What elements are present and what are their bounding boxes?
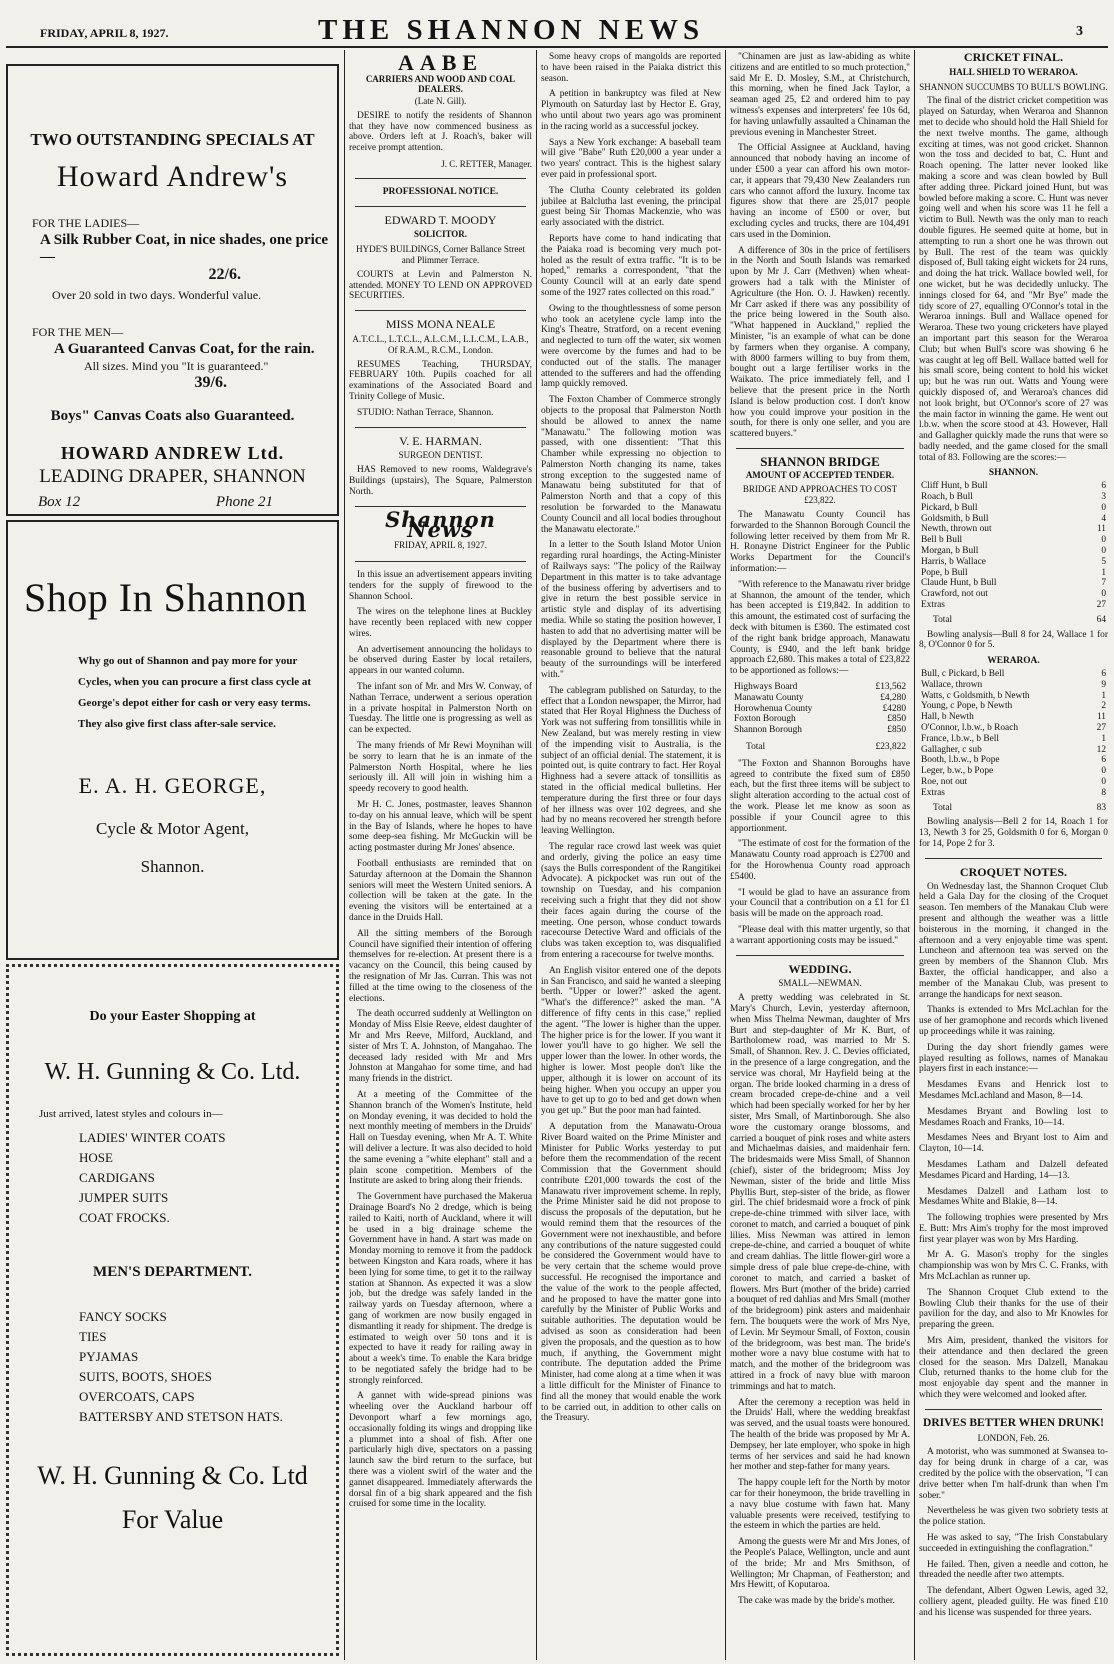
list-item: COAT FROCKS. (79, 1210, 170, 1225)
bridge-paragraph: "Please deal with this matter urgently, so that a warrant apportioning costs may be issued." (730, 924, 910, 946)
news-paragraph: A gannet with wide-spread pinions was wheeling over the Auckland harbour off Devonport wharf a few mornings ago, occasionally folding its wings and dropping like a plummet into a shoal of fish. After one particularly high dive, spectators on a passing launch saw the bird return to the surface, but there was a violent swirl of the water and the gannet disappeared. Immediately afterwards the dorsal fin of a big shark appeared and the fish cruised for some time in the locality. (349, 1391, 532, 1510)
cricket-report: The final of the district cricket competition was played on Saturday, when Weraroa and Shannon met to decide who should hold the Hall Shield for the next twelve months. The game, although exciting at times, was not good cricket. Shannon won the toss and decided to bat, C. Hunt and Roach opening. The latter never looked like making a score and was clean bowled by Bull after adding three. Pickard joined Hunt, but was bowled before making a score. C. Hunt was never going well and when his score was 11 he fell a victim to Bull. Newth was the only man to reach double figures. He seemed quite at home, but in attempting to run a short one he was thrown out by Bull. The rest of the team was quickly disposed of, Bull taking eight wickets for 24 runs, and doing the hat trick. Wallace bowled well, for one wicket, but he was decidedly unlucky. The innings closed for 64, and "Mr Bye" made the tidy score of 27, equalling O'Connor's total in the Weraroa innings. Bull and Wallace opened for Weraroa. These two young cricketers have played an important part this season for the Weraroa Club; but when Bull's score was showing 6 he was caught at leg off Bell. Wallace batted well for his small score, being content to hold his wicket up; but he was run out. Watts and Young were quickly disposed of, and Weraroa's chances did not look bright, but O'Connor's score of 27 was the main factor in winning the game. He went out l.b.w. when the score stood at 43. However, Hall and Gallagher quickly made the runs that were so badly needed, and the game closed for the small total of 83. Following are the scores:— (919, 96, 1108, 463)
ladies-list (79, 1128, 336, 1228)
shannon-scorecard (921, 481, 1106, 625)
table-row: Shannon Borough £850 (734, 725, 906, 736)
bridge-heading: SHANNON BRIDGE (760, 453, 880, 469)
page-number: 3 (1076, 24, 1083, 39)
harman-title: SURGEON DENTIST. (398, 450, 483, 461)
table-row: Pope, b Bull 1 (921, 567, 1106, 578)
agent-name: E. A. H. GEORGE, (78, 773, 267, 798)
croquet-paragraph: Mrs Aim, president, thanked the visitors for their attendance and then declared the green closed for the season. Mrs Dalzell, Manakau Club, returned thanks to the home club for the most enjoyable day spent and the manner in which they were welcomed and looked after. (919, 1336, 1108, 1401)
table-total-row: Total 64 (933, 614, 1106, 625)
news-paragraph: The Clutha County celebrated its golden jubilee at Balclutha last evening, the principal guest being Sir Thomas Mackenzie, who was early associated with the district. (541, 185, 721, 229)
men-sizes: All sizes. Mind you "It is guaranteed." (84, 359, 269, 373)
list-item: JUMPER SUITS (79, 1190, 169, 1205)
list-item: BATTERSBY AND STETSON HATS. (79, 1409, 283, 1424)
weraroa-scorecard (921, 669, 1106, 813)
news-paragraph: A deputation from the Manawatu-Oroua River Board waited on the Prime Minister and Minister for Public Works yesterday to put before them the recommendation of the recent Commission that the Government should contribute £201,000 towards the cost of the Manawatu river improvement scheme. In reply, the Prime Minister said he did not propose to discuss the proposals of the deputation, but he would remind them that the resources of the Government were not inexhaustible, and before any contributions of the nature suggested could be considered the Government would have to be very certain that the scheme would prove successful. He recognised the importance and the value of the work to the people affected, and he proposed to have the matter gone into carefully by the Minister of Public Works and suitable authorities. The deputation would be advised as soon as consideration had been given the proposals, and the question as to how much, if anything, the Government might contribute. The deputation added the Prime Minister, had come along at a time when it was a little difficult for the Minister of Finance to find all the money that would enable the work to be carried out, in addition to other calls on the Treasury. (541, 1121, 721, 1424)
table-row: Extras 8 (921, 787, 1106, 798)
aabe-signature: J. C. RETTER, Manager. (441, 158, 532, 169)
store-name: W. H. Gunning & Co. Ltd. (44, 1059, 301, 1085)
table-row: Bell b Bull 0 (921, 535, 1106, 546)
column-rule (914, 50, 915, 1660)
footer-store-name: W. H. Gunning & Co. Ltd (37, 1461, 308, 1490)
news-paragraph: The cablegram published on Saturday, to the effect that a London newspaper, the Mirror, had stated that Her Royal Highness the Duchess of York was not suffering from tonsillitis while in New Zealand, but was merely resting in view of the impending visit to Australia, is the subject of an official denial. The statement, it is pointed out, is quite contrary to fact. Her Royal Highness had a severe attack of tonsillitis as stated in the official medical bulletins. Her temperature during the first three or four days of her illness was over 102 degrees, and she had by no means recovered her strength before leaving Wellington. (541, 685, 721, 837)
table-row: O'Connor, l.b.w., b Roach 27 (921, 723, 1106, 734)
divider (355, 206, 526, 207)
wedding-paragraph: The happy couple left for the North by motor car for their honeymoon, the bride travelling in a navy blue costume with fawn hat. Many valuable presents were received, testifying to the esteem in which the parties are held. (730, 1478, 910, 1532)
wedding-heading: WEDDING. (788, 961, 852, 976)
cricket-heading: CRICKET FINAL. (963, 52, 1064, 64)
gunning-ad (6, 964, 339, 1656)
table-row: Bull, c Pickard, b Bell 6 (921, 669, 1106, 680)
list-item: SUITS, BOOTS, SHOES (79, 1369, 212, 1384)
news-paragraph: An advertisement announcing the holidays to be observed during Easter by local retailers, appears in our wanted column. (349, 644, 532, 677)
croquet-paragraph: During the day short friendly games were played resulting as follows, names of Manakau players first in each instance:— (919, 1042, 1108, 1075)
bridge-paragraph: The Manawatu County Council has forwarded to the Shannon Borough Council the following letter received by them from Mr R. H. Ronayne District Engineer for the Public Works Department for the Council's information:— (730, 510, 910, 575)
list-item: PYJAMAS (79, 1349, 139, 1364)
boys-note: Boys" Canvas Coats also Guaranteed. (50, 408, 295, 424)
weraroa-team-label: WERAROA. (987, 656, 1040, 667)
drunk-paragraph: A motorist, who was summoned at Swansea to-day for being drunk in charge of a car, was credited by the police with the observation, "I can drive better when I'm half-drunk than when I'm sober." (919, 1447, 1108, 1501)
box-number: Box 12 (38, 494, 81, 510)
table-row: Goldsmith, b Bull 4 (921, 513, 1106, 524)
table-row: Crawford, not out 0 (921, 589, 1106, 600)
wedding-paragraph: The cake was made by the bride's mother. (738, 1596, 895, 1607)
news-paragraph: Football enthusiasts are reminded that on Saturday afternoon at the Domain the Shannon seniors will meet the Western United seniors. A collection will be taken at the gate. In the evening the visitors will be entertained at a dance in the Druids Hall. (349, 859, 532, 924)
firm-name: HOWARD ANDREW Ltd. (60, 443, 285, 463)
table-row: Wallace, thrown 9 (921, 679, 1106, 690)
neale-qualifications: A.T.C.L., L.T.C.L., A.L.C.M., L.L.C.M., L.A.B., Of R.A.M., R.C.M., London. (352, 333, 529, 355)
news-paragraph: Owing to the thoughtlessness of some person who took an acetylene cycle lamp into the King's Theatre, Stratford, on a recent evening and neglected to turn off the water, six women were overcome by the fumes and had to be conducted out of the stalls. The manager attended to the sufferers and had the offending lamp quickly removed. (541, 303, 721, 390)
harman-body: HAS Removed to new rooms, Waldegrave's Buildings (upstairs), The Square, Palmerston North. (349, 465, 532, 497)
mens-list (79, 1307, 336, 1427)
news-paragraph: The many friends of Mr Rewi Moynihan will be sorry to learn that he is an inmate of the Palmerston North Hospital, where he lies seriously ill. All will join in wishing him a speedy recovery to good health. (349, 741, 532, 795)
table-row: Roe, not out 0 (921, 777, 1106, 787)
howard-andrew-ad (6, 64, 339, 516)
agent-place: Shannon. (140, 857, 205, 876)
news-paragraph: An English visitor entered one of the depots in San Francisco, and said he wanted a sleeping berth. "Upper or lower?" asked the agent. "What's the difference?" asked the man. "A difference of fifty cents in this case," replied the agent. "The lower is higher than the upper. The higher price is for the lower. If you want it lower you'll have to go higher. We sell the upper lower than the lower. In other words, the higher is lower. Most people don't like the upper, although it is lower on account of its being higher. When you occupy an upper you have to get up to go to bed and get down when you get up." But the poor man had fainted. (541, 965, 721, 1117)
bridge-paragraph: "The Foxton and Shannon Boroughs have agreed to contribute the fixed sum of £850 each, but the first three items will be subject to slight alteration according to the actual cost of the work. Please let me know as soon as possible if your Council agree to this apportionment. (730, 758, 910, 834)
column-rule (725, 50, 726, 1660)
bridge-paragraph: "I would be glad to have an assurance from your Council that a contribution on a £1 for £1 basis will be made on the approach road. (730, 887, 910, 920)
divider (736, 955, 904, 956)
drunk-paragraph: Nevertheless he was given two sobriety tests at the police station. (919, 1506, 1108, 1528)
drunk-driving-heading: DRIVES BETTER WHEN DRUNK! (923, 1416, 1104, 1429)
table-row: Morgan, b Bull 0 (921, 546, 1106, 557)
news-paragraph: The regular race crowd last week was quiet and orderly, giving the police an easy time (says the Bulls correspondent of the Rangitikei Advocate). A pickpocket was run out of the township on Tuesday, and his companion receiving such a fright that they did not show their faces again during the course of the meeting. One person, whose conduct towards racecourse Detective Ward and officials of the clubs was taken exception to, was disqualified from entering a racecourse for twelve months. (541, 841, 721, 960)
moody-title: SOLICITOR. (413, 229, 468, 240)
croquet-paragraph: Mesdames Latham and Dalzell defeated Mesdames Picard and Harding, 14—13. (919, 1159, 1108, 1181)
harman-name: V. E. HARMAN. (399, 433, 482, 448)
news-paragraph: The Official Assignee at Auckland, having announced that nobody having an income of under £500 a year can afford his own motor-car, it appears that 79,430 New Zealanders run cars who cannot afford the luxury. Income tax figures show that there are 25,017 people having an income of £500 or over, but excluding cycles and trucks, there are 104,491 cars used in the Dominion. (730, 143, 910, 240)
bowling-analysis: Bowling analysis—Bell 2 for 14, Roach 1 for 13, Newth 3 for 25, Goldsmith 0 for 6, Morgan 0 for 14, Pope 2 for 3. (919, 817, 1108, 849)
dateline: LONDON, Feb. 26. (977, 1432, 1050, 1443)
professional-notice-heading: PROFESSIONAL NOTICE. (382, 186, 499, 197)
drunk-paragraph: He failed. Then, given a needle and cotton, he threaded the needle after two attempts. (919, 1559, 1108, 1581)
croquet-paragraph: Thanks is extended to Mrs McLachlan for the use of her gramophone and records which livened up proceedings while it was raining. (919, 1005, 1108, 1037)
ad-headline: Shop In Shannon (24, 575, 308, 620)
masthead-rule (6, 46, 1108, 48)
bridge-subheading: AMOUNT OF ACCEPTED TENDER. (745, 469, 895, 480)
list-item: LADIES' WINTER COATS (79, 1130, 226, 1145)
cricket-subheading-2: SHANNON SUCCUMBS TO BULL'S BOWLING. (919, 81, 1108, 92)
news-paragraph: A petition in bankruptcy was filed at New Plymouth on Saturday last by Hector E. Gray, who until about two years ago was prominent in the racing world as a successful jockey. (541, 89, 721, 132)
george-cycle-ad (6, 520, 339, 960)
divider (355, 310, 526, 311)
news-paragraph: Mr H. C. Jones, postmaster, leaves Shannon to-day on his annual leave, which will be spent in the Bay of Islands, where he hopes to have some deep-sea fishing. Mr McGuckin will be acting postmaster during Mr Jones' absence. (349, 800, 532, 854)
table-row: Booth, l.b.w., b Pope 6 (921, 755, 1106, 766)
table-row: Claude Hunt, b Bull 7 (921, 578, 1106, 589)
nameplate-date: FRIDAY, APRIL 8, 1927. (394, 540, 487, 551)
newspaper-title: THE SHANNON NEWS (318, 14, 705, 46)
news-paragraph: The death occurred suddenly at Wellington on Monday of Miss Elsie Reeve, eldest daughter of Mr and Mrs Reeve, Milford, Auckland, and sister of Mrs T. A. Johnston, of Mangahao. The deceased lady resided with Mr and Mrs Johnston at Mangahao for some time, and had many friends in the district. (349, 1009, 532, 1085)
table-row: Pickard, b Bull 0 (921, 502, 1106, 513)
ad-body: Why go out of Shannon and pay more for your Cycles, when you can procure a first class cycle at George's depot either for cash or very easy terms. They also give first class after-sale service. (78, 655, 312, 730)
table-row: Leger, b.w., b Pope 0 (921, 766, 1106, 777)
drunk-paragraph: The defendant, Albert Ogwen Lewis, aged 32, colliery agent, pleaded guilty. He was fined £10 and his license was suspended for three years. (919, 1586, 1108, 1618)
men-price: 39/6. (194, 374, 227, 391)
list-item: TIES (79, 1329, 107, 1344)
croquet-paragraph: Mesdames Bryant and Bowling lost to Mesdames Roach and Franks, 10—14. (919, 1106, 1108, 1128)
bridge-paragraph: "The estimate of cost for the formation of the Manawatu County road approach is £2700 and for the Horowhenua County road approach £5400. (730, 839, 910, 882)
neale-name: MISS MONA NEALE (385, 317, 496, 332)
news-paragraph: In a letter to the South Island Motor Union regarding rural hoardings, the Acting-Minister of Railways says: "The policy of the Railway Department in this matter is to take advantage of the business offering by advertisers and to give in return the best possible service in artistic style and display of its advertising media. While so stating the position however, I hasten to add that no advertising matter will be displayed by the Department where there is reasonable ground to believe that the natural beauty of the surroundings will be interfered with." (541, 540, 721, 681)
shannon-team-label: SHANNON. (988, 468, 1039, 479)
agent-trade: Cycle & Motor Agent, (96, 819, 249, 838)
table-row: Young, c Pope, b Newth 2 (921, 701, 1106, 712)
neale-studio: STUDIO: Nathan Terrace, Shannon. (357, 407, 494, 418)
croquet-paragraph: Mesdames Dalzell and Latham lost to Mesdames White and Blakie, 8—14. (919, 1186, 1108, 1208)
men-intro: FOR THE MEN— (32, 325, 124, 339)
nameplate: Shannon News (385, 506, 496, 543)
ad-heading: Do your Easter Shopping at (89, 1009, 256, 1024)
ad-heading: TWO OUTSTANDING SPECIALS AT (30, 130, 315, 149)
ladies-note: Over 20 sold in two days. Wonderful value. (52, 288, 262, 302)
aabe-late: (Late N. Gill). (414, 96, 467, 106)
news-paragraph: Says a New York exchange: A baseball team will give "Babe" Ruth £20,000 a year under a two years' contract. This is the highest salary ever paid in professional sport. (541, 137, 721, 180)
bridge-subheading-2: BRIDGE AND APPROACHES TO COST £23,822. (742, 484, 898, 506)
divider (355, 561, 526, 562)
table-row: Newth, thrown out 11 (921, 524, 1106, 535)
news-paragraph: The infant son of Mr. and Mrs W. Conway, of Nathan Terrace, underwent a serious operation in a private hospital in Palmerston North on Tuesday. The little one is progressing as well as can be expected. (349, 682, 532, 736)
croquet-paragraph: Mesdames Nees and Bryant lost to Aim and Clayton, 10—14. (919, 1133, 1108, 1155)
news-paragraph: A difference of 30s in the price of fertilisers in the North and South Islands was remarked upon by Mr J. Carr (Methven) when wheat-growers had a talk with the Minister of Agriculture (the Hon. O. J. Hawken) recently. Mr Carr asked if there was any possibility of the price being lowered in the South also. "What happened in Auckland," replied the Minister, "is an example of what can be done by farmers when they organise. A company, with 8000 farmers willing to buy from them, bought out a large fertiliser works in the Waikato. The price immediately fell, and I believe that the present price in the North Island is below production cost. I don't know how you could improve your position in the south, for there is only one seller, and you are scattered buyers." (730, 245, 910, 440)
divider (355, 427, 526, 428)
phone-number: Phone 21 (215, 494, 273, 510)
column-3 (541, 52, 721, 1658)
aabe-body: DESIRE to notify the residents of Shannon that they have now commenced business as above. Orders left at J. Roach's, baker will receive prompt attention. (349, 110, 532, 154)
divider (925, 858, 1102, 859)
wedding-paragraph: A pretty wedding was celebrated in St. Mary's Church, Levin, yesterday afternoon, when Miss Thelma Newman, daughter of Mrs Burt and step-daughter of Mr K. Burt, of Bartholomew road, was married to Mr S. Small, of Shannon. Rev. J. C. Devies officiated, in the presence of a large congregation, and the service was choral, Mr Hayfield being at the organ. The bride looked charming in a dress of cream brocaded crepe-de-chine and a veil which had been specially worked for her by her sister, Mrs Small, of Martinborough. She also wore the customary orange blossoms, and carried a bouquet of pink roses and white asters and Michaelmas daisies, and maidenhair fern. The bridesmaids were Miss Small, of Shannon (chief), sister of the bridegroom; Miss Joy Newman, sister of the bride and little Miss Phyllis Burt, step-sister of the bride, as flower girl. The chief bridesmaid wore a frock of pink crepe-de-chine trimmed with silver lace, with coronet to match, and carried a bouquet of pink lilies. Miss Newman was attired in lemon crepe-de-chine, and carried a bouquet of white and cream dahlias. The little flower-girl wore a simple dress of pale blue crepe-de-chine, with coronet to match, and carried a basket of flowers. Mrs Burt (mother of the bride) carried a bouquet of red dahlias and Mrs Small (mother of the bridegroom) pink asters and maidenhair fern. The bouquets were the work of Mrs Nye, of Levin. Mr Seymour Small, of Foxton, cousin of the bridegroom, was best man. The bride's mother wore a navy blue costume with hat to match, and the mother of the bridegroom was attired in a frock of navy blue with maroon trimmings and hat to match. (730, 993, 910, 1392)
firm-trade: LEADING DRAPER, SHANNON (39, 466, 306, 487)
news-paragraph: The wires on the telephone lines at Buckley have recently been replaced with new copper wires. (349, 607, 532, 639)
list-item: HOSE (79, 1150, 113, 1165)
news-paragraph: The Foxton Chamber of Commerce strongly objects to the proposal that Palmerston North should be allowed to annex the name "Manawatu." The following motion was passed, with one dissentient: "That this Chamber while expressing no objection to Palmerston North changing its name, takes strong exception to the suggested name of Manawatu being substituted for that of Palmerston North and that a copy of this resolution be forwarded to the Manawatu County Council and all local bodies throughout the Manawatu electorate." (541, 395, 721, 535)
ad-store-name: Howard Andrew's (56, 160, 289, 193)
ladies-intro: FOR THE LADIES— (32, 216, 140, 230)
table-row: Horowhenua County £4280 (734, 703, 906, 714)
table-total-row: Total 83 (933, 802, 1106, 813)
table-row: Extras 27 (921, 600, 1106, 611)
news-paragraph: At a meeting of the Committee of the Shannon branch of the Women's Institute, held on Monday evening, it was decided to hold the next monthly meeting of members in the Druids' Hall on Tuesday evening, when Mr A. T. White will deliver a lecture. It was also decided to hold the same evening a "white elephant" stall and a plain scone competition. Members of the Institute are asked to bring along their friends. (349, 1089, 532, 1187)
news-paragraph: All the sitting members of the Borough Council have signified their intention of offering themselves for re-election. At present there is a vacancy on the Council, this being caused by the resignation of Mr Jas. Curran. This was not filled at the time owing to the closeness of the elections. (349, 928, 532, 1004)
ladies-intro: Just arrived, latest styles and colours in— (39, 1108, 223, 1120)
footer-tagline: For Value (121, 1505, 224, 1534)
drunk-paragraph: He was asked to say, "The Irish Constabulary succeeded in extinguishing the conflagration." (919, 1533, 1108, 1554)
moody-name: EDWARD T. MOODY (384, 212, 497, 227)
column-2 (349, 52, 532, 1658)
table-row: Foxton Borough £850 (734, 714, 906, 725)
ladies-price: 22/6. (208, 266, 241, 283)
divider (736, 448, 904, 449)
wedding-subheading: SMALL—NEWMAN. (778, 978, 862, 989)
table-row: Manawatu County £4,280 (734, 692, 906, 703)
men-item: A Guaranteed Canvas Coat, for the rain. (54, 341, 315, 357)
column-4 (730, 52, 910, 1658)
table-row: Cliff Hunt, b Bull 6 (921, 481, 1106, 492)
croquet-paragraph: Mr A. G. Mason's trophy for the singles championship was won by Mrs C. C. Franks, with Mrs McLachlan as runner up. (919, 1250, 1108, 1283)
cricket-subheading: HALL SHIELD TO WERAROA. (949, 66, 1078, 77)
aabe-title: AABE (397, 52, 484, 75)
wedding-paragraph: Among the guests were Mr and Mrs Jones, of the People's Palace, Wellington, uncle and aunt of the bride; Mr and Mrs Smithson, of Wellington; Mr Chapman, of Featherston; and Mrs Hewitt, of Koputaroa. (730, 1537, 910, 1591)
column-rule (344, 50, 345, 1660)
list-item: OVERCOATS, CAPS (79, 1389, 195, 1404)
news-paragraph: "Chinamen are just as law-abiding as white citizens and are entitled to so much protection," said Mr E. D. Mosley, S.M., at Christchurch, this morning, when he fined Jack Taylor, a seaman aged 25, £2 and ordered him to pay witness's expenses and interpreters' fee 10s 6d, for having unlawfully assaulted a Chinaman the previous evening in Manchester Street. (730, 52, 910, 138)
divider (925, 1409, 1102, 1410)
neale-body: RESUMES Teaching, THURSDAY, FEBRUARY 10th. Pupils coached for all examinations of the Associated Board and Trinity College of Music. (349, 359, 532, 402)
list-item: FANCY SOCKS (79, 1309, 167, 1324)
divider (355, 178, 526, 179)
news-paragraph: Some heavy crops of mangolds are reported to have been raised in the Paiaka district this season. (541, 52, 721, 84)
issue-date: FRIDAY, APRIL 8, 1927. (40, 26, 169, 40)
moody-address: HYDE'S BUILDINGS, Corner Ballance Street and Plimmer Terrace. (356, 244, 525, 265)
mens-heading: MEN'S DEPARTMENT. (93, 1264, 252, 1280)
column-rule (536, 50, 537, 1660)
table-total-row: Total £23,822 (746, 742, 906, 753)
table-row: Highways Board £13,562 (734, 682, 906, 693)
column-5 (919, 52, 1108, 1658)
cost-table (734, 682, 906, 753)
aabe-subtitle: CARRIERS AND WOOD AND COAL DEALERS. (365, 74, 516, 94)
table-row: Harris, b Wallace 5 (921, 556, 1106, 567)
croquet-paragraph: The Shannon Croquet Club extend to the Bowling Club their thanks for the use of their pavilion for the day, and also to Mr Knowles for preparing the green. (919, 1287, 1108, 1331)
bowling-analysis: Bowling analysis—Bull 8 for 24, Wallace 1 for 8, O'Connor 0 for 5. (919, 629, 1108, 651)
table-row: France, l.b.w., b Bell 1 (921, 733, 1106, 744)
news-paragraph: Reports have come to hand indicating that the Paiaka road is becoming very much pot-holed as the result of extra traffic. "It is to be hoped," remarks a correspondent, "that the County Council will at an early date spend some of the 1927 rates collected on this road." (541, 233, 721, 298)
list-item: CARDIGANS (79, 1170, 155, 1185)
table-row: Roach, b Bull 3 (921, 492, 1106, 503)
table-row: Hall, b Newth 11 (921, 712, 1106, 723)
croquet-heading: CROQUET NOTES. (959, 864, 1068, 879)
bridge-paragraph: "With reference to the Manawatu river bridge at Shannon, the amount of the tender, which has been accepted is £19,842. In addition to this amount, the estimated cost of surfacing the deck with bitumen is £360. The estimated cost of the right bank bridge approach, Manawatu County, is £940, and the left bank bridge approach £2,680. This makes a total of £23,822 to be apportioned as follows:— (730, 579, 910, 677)
news-paragraph: The Government have purchased the Makerua Drainage Board's No 2 dredge, which is being railed to Kaiti, north of Auckland, where it will be used in a big drainage scheme the Government have in hand. A start was made on Monday morning to remove it from the paddock between Kingston and Kara roads, where it has been lying for some time, to get it to the railway station at Shannon. As expected it was a slow job, but the dredge was safely landed in the railway yards on Tuesday afternoon, where a gang of workmen are now busily engaged in dismantling it ready for shipment. The dredge is estimated to weigh over 50 tons and it is expected to have it ready for railing away in about a week's time. To enable the Kara bridge to be negotiated safely the bridge had to be strongly reinforced. (349, 1192, 532, 1386)
masthead (0, 0, 1114, 46)
croquet-paragraph: Mesdames Evans and Henrick lost to Mesdames McLachland and Mason, 8—14. (919, 1080, 1108, 1101)
table-row: Watts, c Goldsmith, b Newth 1 (921, 690, 1106, 701)
croquet-paragraph: On Wednesday last, the Shannon Croquet Club held a Gala Day for the closing of the Croquet season. Ten members of the Manakau Club were present and although the weather was a little boisterous in the morning, it changed in the afternoon and a very enjoyable time was spent. Luncheon and afternoon tea was served on the green by members of the Shannon Club. Mrs Baxter, the official handicapper, and also a member of the Manakau Club, was present to arrange the handicaps for next season. (919, 881, 1108, 1000)
table-row: Gallagher, c sub 12 (921, 744, 1106, 755)
ladies-item: A Silk Rubber Coat, in nice shades, one price— (40, 232, 329, 265)
croquet-paragraph: The following trophies were presented by Mrs E. Butt: Mrs Aim's trophy for the most improved first year player was won by Mrs Harding. (919, 1213, 1108, 1245)
moody-body: COURTS at Levin and Palmerston N. attended. MONEY TO LEND ON APPROVED SECURITIES. (349, 269, 532, 302)
wedding-paragraph: After the ceremony a reception was held in the Druids' Hall, where the wedding breakfast was served, and the usual toasts were honoured. The health of the bride was proposed by Mr A. Dempsey, her late employer, who spoke in high terms of her services and said he had known her mother and step-father for many years. (730, 1397, 910, 1473)
news-paragraph: In this issue an advertisement appears inviting tenders for the supply of firewood to the Shannon School. (349, 569, 532, 602)
